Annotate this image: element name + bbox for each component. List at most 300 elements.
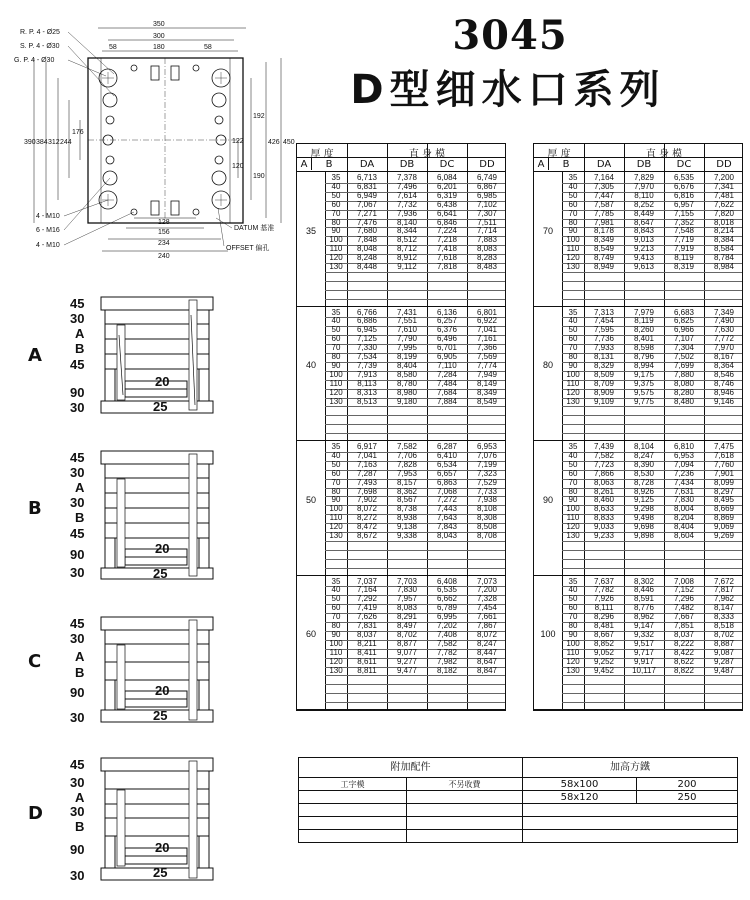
cell-b: 110	[329, 647, 343, 657]
cell-price: 7,313	[593, 307, 615, 317]
cell-price: 7,582	[593, 450, 615, 460]
cell-price: 9,013	[633, 235, 655, 245]
cell-price: 6,957	[673, 199, 695, 209]
cell-b: 60	[568, 334, 578, 344]
cell-price: 8,149	[476, 378, 498, 388]
dim-left-384: 384	[36, 139, 48, 146]
cell-price: 8,472	[356, 522, 378, 532]
cell-price: 9,298	[633, 504, 655, 514]
cell-price: 7,287	[356, 468, 378, 478]
cell-price: 8,497	[396, 621, 418, 630]
cell-price: 7,582	[396, 442, 418, 451]
cell-price: 7,200	[713, 173, 735, 182]
cell-b: 35	[331, 576, 341, 586]
cell-price: 7,073	[476, 576, 498, 586]
cell-b: 70	[331, 208, 341, 218]
cell-price: 8,738	[396, 504, 418, 514]
cell-price: 8,549	[476, 396, 498, 406]
cell-price: 7,582	[436, 638, 458, 648]
cell-price: 7,970	[633, 181, 655, 191]
cell-price: 8,167	[713, 352, 735, 361]
cell-price: 7,698	[356, 486, 378, 496]
cell-price: 7,957	[396, 594, 418, 604]
cell-price: 7,481	[713, 190, 735, 200]
table-row	[534, 667, 742, 676]
cell-price: 8,004	[673, 504, 695, 514]
cell-b: 80	[331, 486, 341, 496]
cell-b: 40	[331, 316, 341, 326]
cell-price: 8,877	[396, 638, 418, 648]
mold-side-view-d	[65, 756, 225, 884]
dim-left-244: 244	[60, 139, 72, 146]
cell-price: 8,481	[593, 621, 615, 630]
header-col-dc: DC	[676, 159, 692, 170]
svg-text:25: 25	[153, 566, 168, 581]
cell-price: 6,257	[436, 316, 458, 326]
cell-b: 70	[568, 208, 578, 218]
cell-price: 8,211	[357, 638, 377, 648]
price-table-1	[296, 143, 506, 711]
cell-price: 7,548	[673, 226, 695, 236]
svg-text:90: 90	[70, 842, 85, 857]
cell-price: 8,604	[673, 531, 695, 540]
cell-price: 6,995	[436, 612, 458, 622]
cell-b: 70	[568, 477, 578, 487]
cell-price: 7,490	[713, 316, 735, 326]
cell-price: 7,631	[673, 486, 695, 496]
cell-b: 90	[568, 629, 578, 639]
cell-price: 7,739	[356, 360, 378, 370]
cell-b: 120	[329, 656, 343, 666]
cell-price: 8,946	[713, 387, 735, 397]
cell-price: 9,287	[713, 656, 735, 666]
cell-price: 7,829	[633, 173, 655, 182]
thickness-a-value: 40	[305, 360, 316, 371]
cell-price: 7,502	[673, 352, 695, 361]
cell-price: 7,618	[436, 253, 458, 263]
cell-b: 100	[566, 369, 580, 379]
cell-price: 6,136	[436, 307, 458, 317]
cell-b: 90	[568, 226, 578, 236]
cell-price: 9,517	[633, 638, 655, 648]
accessories-title: 附加配件	[299, 758, 523, 778]
cell-price: 6,713	[356, 173, 378, 182]
cell-price: 8,119	[634, 316, 654, 326]
cell-price: 7,443	[436, 504, 458, 514]
cell-price: 7,218	[436, 235, 458, 245]
cell-price: 8,633	[593, 504, 615, 514]
cell-price: 9,498	[633, 513, 655, 523]
cell-price: 8,949	[593, 262, 615, 271]
cell-price: 8,567	[396, 495, 418, 505]
cell-price: 8,530	[633, 468, 655, 478]
cell-b: 120	[566, 522, 580, 532]
cell-price: 7,884	[436, 396, 458, 406]
cell-price: 7,296	[673, 594, 695, 604]
cell-b: 70	[331, 477, 341, 487]
cell-price: 7,068	[436, 486, 458, 496]
cell-price: 6,376	[436, 325, 458, 335]
cell-b: 40	[568, 316, 578, 326]
table-row	[534, 263, 742, 272]
plate-label-30-bottom: 30	[70, 400, 85, 415]
cell-price: 6,408	[436, 576, 458, 586]
dim-right-122: 122	[232, 138, 244, 145]
cell-price: 8,037	[356, 629, 378, 639]
cell-price: 8,495	[713, 495, 735, 505]
cell-b: 110	[566, 244, 580, 254]
cell-price: 8,222	[673, 638, 695, 648]
cell-price: 8,111	[594, 603, 614, 613]
cell-price: 6,846	[436, 217, 458, 227]
cell-price: 8,018	[713, 217, 735, 227]
cell-price: 8,204	[673, 513, 695, 523]
cell-price: 9,487	[713, 665, 735, 675]
cell-price: 8,869	[713, 513, 735, 523]
plate-label-b: B	[75, 341, 85, 356]
cell-price: 8,261	[593, 486, 615, 496]
cell-b: 110	[566, 513, 580, 523]
svg-text:25: 25	[153, 865, 168, 880]
cell-price: 8,822	[673, 665, 695, 675]
cell-price: 8,446	[633, 585, 655, 595]
cell-price: 8,349	[593, 235, 615, 245]
cell-price: 8,622	[673, 656, 695, 666]
cell-price: 8,296	[593, 612, 615, 622]
cell-price: 9,077	[396, 647, 418, 657]
cell-price: 6,953	[673, 450, 695, 460]
cell-price: 9,087	[713, 647, 735, 657]
cell-price: 8,672	[356, 531, 378, 540]
svg-text:30: 30	[70, 565, 85, 580]
header-b: B	[325, 159, 333, 170]
cell-price: 7,719	[673, 235, 695, 245]
cell-price: 8,308	[476, 513, 498, 523]
table-row	[534, 532, 742, 541]
price-table-2	[533, 143, 743, 711]
cell-b: 80	[331, 352, 341, 361]
table-header	[297, 144, 505, 172]
raise-price-1: 200	[637, 778, 737, 791]
dim-right-426: 426	[268, 139, 280, 146]
cell-price: 8,063	[593, 477, 615, 487]
cell-price: 8,178	[593, 226, 615, 236]
table-row	[297, 263, 505, 272]
cell-price: 7,482	[673, 603, 695, 613]
cell-price: 6,766	[356, 307, 378, 317]
dim-top-58b: 58	[204, 44, 212, 51]
cell-price: 8,811	[357, 665, 377, 675]
raise-block-title: 加高方鐵	[523, 758, 737, 778]
cell-price: 7,626	[356, 612, 378, 622]
cell-b: 100	[329, 369, 343, 379]
mold-letter-b: B	[28, 498, 42, 519]
cell-price: 7,818	[436, 262, 458, 271]
cell-price: 9,125	[633, 495, 655, 505]
thickness-group	[297, 172, 505, 307]
cell-price: 7,785	[593, 208, 615, 218]
cell-price: 9,277	[396, 656, 418, 666]
cell-price: 8,584	[713, 244, 735, 254]
cell-price: 7,328	[476, 594, 498, 604]
cell-b: 50	[568, 325, 578, 335]
cell-b: 50	[568, 459, 578, 469]
cell-price: 8,833	[593, 513, 615, 523]
cell-price: 7,866	[593, 468, 615, 478]
thickness-a-value: 70	[542, 225, 553, 236]
dim-right-120: 120	[232, 163, 244, 170]
cell-price: 8,157	[396, 477, 418, 487]
cell-price: 6,801	[476, 307, 498, 317]
cell-price: 7,782	[436, 647, 458, 657]
cell-price: 8,480	[673, 396, 695, 406]
cell-price: 8,962	[633, 612, 655, 622]
plate-label-90: 90	[70, 385, 85, 400]
cell-price: 8,702	[396, 629, 418, 639]
svg-text:B: B	[75, 665, 85, 680]
header-thickness: 厚 度	[547, 149, 571, 160]
thickness-group	[534, 576, 742, 711]
cell-price: 8,083	[476, 244, 498, 254]
cell-price: 7,919	[673, 244, 695, 254]
cell-price: 7,163	[356, 459, 378, 469]
header-col-dd: DD	[479, 159, 495, 170]
plate-label-a: A	[75, 326, 85, 341]
cell-price: 7,933	[593, 343, 615, 353]
cell-price: 8,108	[476, 504, 498, 514]
cell-price: 6,496	[436, 334, 458, 344]
cell-price: 9,233	[593, 531, 615, 540]
cell-price: 8,449	[633, 208, 655, 218]
cell-price: 8,247	[476, 638, 498, 648]
cell-price: 9,147	[633, 621, 655, 630]
dim-left-390: 390	[24, 139, 36, 146]
cell-price: 7,511	[477, 217, 497, 227]
cell-price: 6,863	[436, 477, 458, 487]
cell-price: 7,419	[356, 603, 378, 613]
cell-price: 7,496	[396, 181, 418, 191]
cell-price: 7,736	[593, 334, 615, 344]
svg-text:A: A	[75, 480, 85, 495]
cell-price: 8,852	[593, 638, 615, 648]
cell-price: 8,780	[396, 378, 418, 388]
cell-b: 100	[566, 504, 580, 514]
header-col-da: DA	[359, 159, 375, 170]
cell-price: 7,926	[593, 594, 615, 604]
cell-price: 7,995	[396, 343, 418, 353]
cell-b: 130	[329, 531, 343, 540]
cell-price: 6,749	[476, 173, 498, 182]
raise-size-1: 58x100	[523, 778, 637, 791]
header-body: 直 身 模	[408, 149, 446, 160]
cell-price: 7,913	[356, 369, 378, 379]
cell-price: 8,140	[396, 217, 418, 227]
cell-b: 80	[568, 621, 578, 630]
cell-price: 7,094	[673, 459, 695, 469]
cell-price: 8,291	[396, 612, 418, 622]
cell-price: 7,953	[396, 468, 418, 478]
cell-price: 9,338	[396, 531, 418, 540]
cell-price: 7,152	[673, 585, 695, 595]
dim-top-58a: 58	[109, 44, 117, 51]
cell-price: 7,962	[713, 594, 735, 604]
table-header	[534, 144, 742, 172]
cell-price: 8,667	[593, 629, 615, 639]
label-m10b: 4 - M10	[36, 242, 60, 249]
cell-price: 7,110	[437, 360, 457, 370]
cell-b: 60	[331, 199, 341, 209]
svg-text:45: 45	[70, 526, 85, 541]
cell-price: 8,364	[713, 360, 735, 370]
cell-price: 8,926	[633, 486, 655, 496]
cell-price: 9,252	[593, 656, 615, 666]
dim-top-350: 350	[153, 21, 165, 28]
cell-b: 130	[329, 396, 343, 406]
thickness-a-value: 50	[305, 494, 316, 505]
dim-bottom-240: 240	[158, 253, 170, 260]
cell-b: 100	[329, 638, 343, 648]
svg-text:20: 20	[155, 683, 170, 698]
dim-bottom-234: 234	[158, 240, 170, 247]
cell-price: 8,214	[713, 226, 735, 236]
svg-text:90: 90	[70, 685, 85, 700]
cell-price: 7,551	[396, 316, 418, 326]
cell-price: 8,104	[633, 442, 655, 451]
cell-price: 7,706	[396, 450, 418, 460]
cell-price: 9,477	[396, 665, 418, 675]
thickness-a-value: 90	[542, 494, 553, 505]
cell-price: 7,304	[673, 343, 695, 353]
cell-b: 130	[566, 262, 580, 271]
cell-price: 9,452	[593, 665, 615, 675]
cell-price: 6,084	[436, 173, 458, 182]
cell-price: 8,329	[593, 360, 615, 370]
cell-b: 120	[329, 522, 343, 532]
mold-letter-c: C	[28, 651, 42, 672]
cell-price: 8,669	[713, 504, 735, 514]
cell-price: 8,796	[633, 352, 655, 361]
svg-text:30: 30	[70, 775, 85, 790]
header-col-dd: DD	[716, 159, 732, 170]
cell-price: 7,672	[713, 576, 735, 586]
cell-b: 100	[566, 235, 580, 245]
cell-b: 40	[568, 585, 578, 595]
cell-price: 8,912	[396, 253, 418, 263]
cell-price: 6,945	[356, 325, 378, 335]
cell-price: 8,994	[633, 360, 655, 370]
cell-price: 8,131	[593, 352, 615, 361]
cell-price: 6,676	[673, 181, 695, 191]
cell-b: 90	[331, 629, 341, 639]
cell-price: 7,982	[436, 656, 458, 666]
mold-letter-d: D	[28, 803, 43, 824]
cell-price: 8,580	[396, 369, 418, 379]
cell-price: 7,484	[436, 378, 458, 388]
thickness-group	[534, 441, 742, 576]
cell-b: 130	[566, 665, 580, 675]
cell-price: 7,199	[476, 459, 498, 469]
cell-price: 7,880	[673, 369, 695, 379]
cell-b: 40	[568, 181, 578, 191]
plate-label-30: 30	[70, 311, 85, 326]
cell-price: 9,112	[397, 262, 417, 271]
header-col-db: DB	[636, 159, 652, 170]
label-sp: S. P. 4 - Ø30	[20, 43, 60, 50]
cell-price: 7,272	[436, 495, 458, 505]
cell-b: 130	[329, 665, 343, 675]
cell-price: 8,390	[633, 459, 655, 469]
cell-price: 7,867	[476, 621, 498, 630]
cell-price: 7,817	[713, 585, 735, 595]
cell-price: 7,164	[356, 585, 378, 595]
header-col-da: DA	[596, 159, 612, 170]
cell-price: 6,201	[436, 181, 458, 191]
cell-price: 7,271	[356, 208, 378, 218]
cell-price: 7,610	[396, 325, 418, 335]
cell-price: 7,224	[436, 226, 458, 236]
cell-price: 7,341	[713, 181, 735, 191]
cell-price: 7,493	[356, 477, 378, 487]
cell-b: 80	[331, 621, 341, 630]
cell-price: 7,454	[476, 603, 498, 613]
svg-text:20: 20	[155, 840, 170, 855]
cell-price: 6,535	[673, 173, 695, 182]
table-row	[297, 667, 505, 676]
cell-price: 6,641	[436, 208, 458, 218]
svg-text:25: 25	[153, 708, 168, 723]
cell-b: 70	[331, 343, 341, 353]
cell-price: 7,323	[476, 468, 498, 478]
cell-price: 7,622	[713, 199, 735, 209]
mold-side-view-a	[65, 295, 225, 415]
cell-price: 6,825	[673, 316, 695, 326]
cell-price: 8,749	[593, 253, 615, 263]
cell-price: 8,272	[356, 513, 378, 523]
dim-right-190: 190	[253, 173, 265, 180]
svg-text:90: 90	[70, 547, 85, 562]
cell-price: 9,213	[633, 244, 655, 254]
cell-price: 7,236	[673, 468, 695, 478]
cell-b: 80	[568, 352, 578, 361]
cell-b: 50	[568, 190, 578, 200]
cell-price: 6,922	[476, 316, 498, 326]
cell-price: 6,985	[476, 190, 498, 200]
cell-price: 6,662	[436, 594, 458, 604]
cell-price: 9,138	[396, 522, 418, 532]
cell-b: 60	[331, 603, 341, 613]
dim-bottom-128: 128	[158, 219, 170, 226]
cell-b: 80	[331, 217, 341, 227]
cell-price: 8,546	[713, 369, 735, 379]
cell-price: 7,529	[476, 477, 498, 487]
cell-price: 8,513	[356, 396, 378, 406]
cell-price: 8,110	[634, 190, 654, 200]
cell-price: 7,782	[593, 585, 615, 595]
svg-text:A: A	[75, 649, 85, 664]
cell-b: 35	[331, 442, 341, 451]
cell-price: 7,643	[436, 513, 458, 523]
cell-price: 7,680	[356, 226, 378, 236]
cell-b: 120	[566, 656, 580, 666]
cell-price: 6,410	[436, 450, 458, 460]
cell-price: 7,107	[673, 334, 695, 344]
label-datum: DATUM 基准	[234, 225, 275, 232]
cell-price: 8,404	[396, 360, 418, 370]
cell-b: 50	[331, 594, 341, 604]
cell-price: 7,667	[673, 612, 695, 622]
cell-price: 7,447	[593, 190, 615, 200]
cell-b: 90	[331, 495, 341, 505]
